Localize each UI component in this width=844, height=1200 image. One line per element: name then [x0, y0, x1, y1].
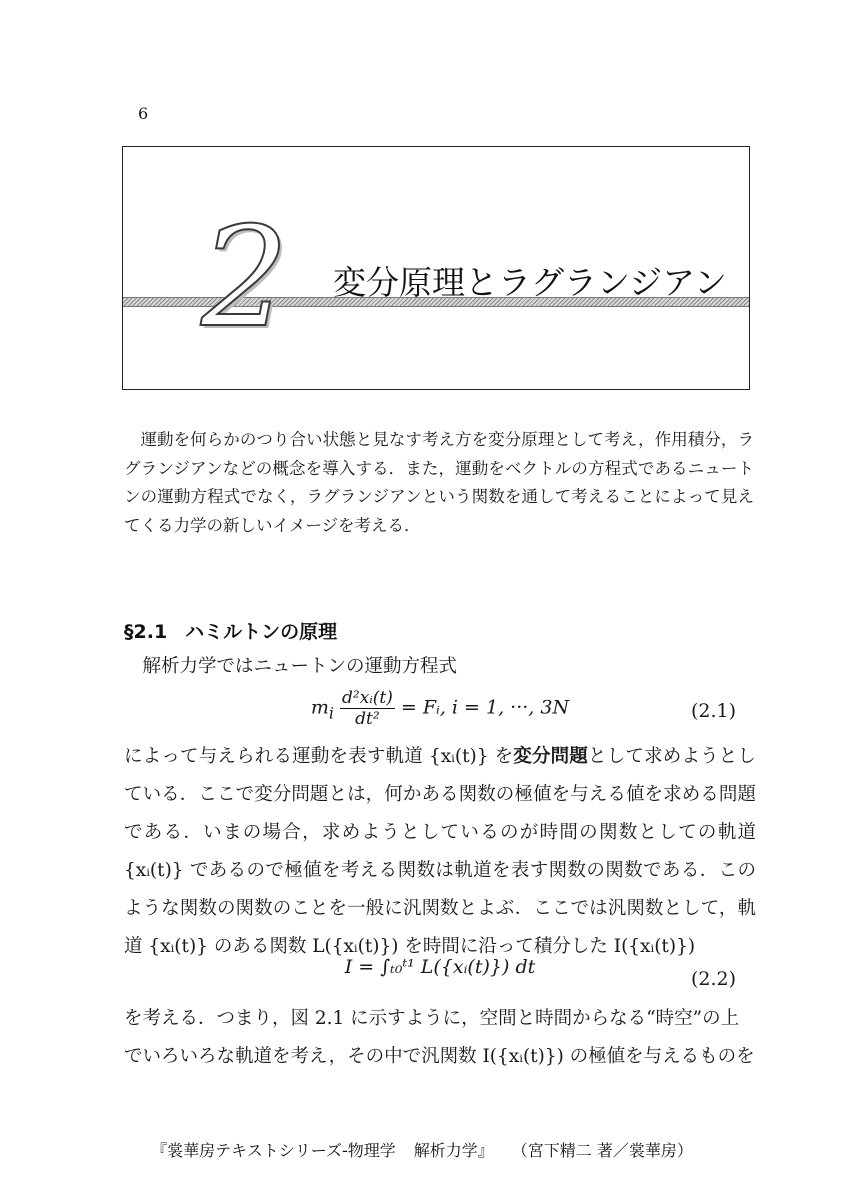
- eq1-numerator: d²xᵢ(t): [342, 688, 393, 708]
- eq1-fraction: [340, 688, 395, 729]
- abstract-text: 運動を何らかのつり合い状態と見なす考え方を変分原理として考え，作用積分，ラグランジアンなどの概念を導入する．また，運動をベクトルの方程式であるニュートンの運動方程式でなく，ラグランジアンという関数を通して考えることによって見えてくる力学の新しいイメージを考える．: [124, 430, 754, 535]
- section-number: §2.1: [124, 621, 168, 643]
- page-number: 6: [138, 104, 149, 123]
- paragraph2-text: を考える．つまり，図 2.1 に示すように，空間と時間からなる“時空”の上でいろいろな軌道を考え，その中で汎関数 I({xᵢ(t)}) の極値を与えるものを: [124, 1008, 755, 1067]
- equation-2-1: [124, 688, 756, 736]
- eq1-coeff: m: [310, 696, 329, 719]
- section-heading: [124, 617, 337, 644]
- intro-paragraph: [124, 648, 756, 686]
- body-paragraph-1: [124, 738, 756, 966]
- equation-2-2: [124, 956, 756, 1004]
- footer-author: （宮下精二 著／裳華房）: [511, 1141, 693, 1160]
- footer-book-title: 解析力学』: [413, 1141, 494, 1160]
- chapter-header: [122, 146, 750, 390]
- equation-2-2-label: (2.2): [690, 968, 736, 990]
- variational-problem-term: 変分問題: [513, 746, 589, 767]
- chapter-abstract: [124, 426, 754, 540]
- equation-2-2-expression: I = ∫ₜ₀ᵗ¹ L({xᵢ(t)}) dt: [344, 956, 536, 978]
- paragraph1-before: によって与えられる運動を表す軌道 {xᵢ(t)} を: [124, 746, 514, 767]
- eq1-denominator: dt²: [355, 709, 380, 729]
- eq1-coeff-sub: i: [328, 703, 334, 723]
- eq1-rhs: = Fᵢ, i = 1, ···, 3N: [400, 696, 570, 719]
- equation-2-1-expression: [124, 688, 756, 729]
- chapter-number: 2: [201, 197, 289, 358]
- chapter-title: 変分原理とラグランジアン: [333, 263, 727, 302]
- section-title: ハミルトンの原理: [185, 621, 338, 643]
- equation-2-1-label: (2.1): [690, 700, 736, 722]
- paragraph1-after: として求めようとしている．ここで変分問題とは，何かある関数の極値を与える値を求める問題である．いまの場合，求めようとしているのが時間の関数としての軌道 {xᵢ(t)} であるので極値を考える関数は軌道を表す関数の関数である．このような関数の関数のことを一般に汎関数とよぶ．ここでは汎関数として，軌道 {xᵢ(t)} のある関数 L({xᵢ(t)}) を時間に沿って積分した I({xᵢ(t)}): [124, 746, 756, 957]
- footer-series: 『裳華房テキストシリーズ-物理学: [151, 1141, 396, 1160]
- intro-text: 解析力学ではニュートンの運動方程式: [142, 656, 458, 677]
- page-footer: [0, 1138, 844, 1161]
- body-paragraph-2: [124, 1000, 756, 1076]
